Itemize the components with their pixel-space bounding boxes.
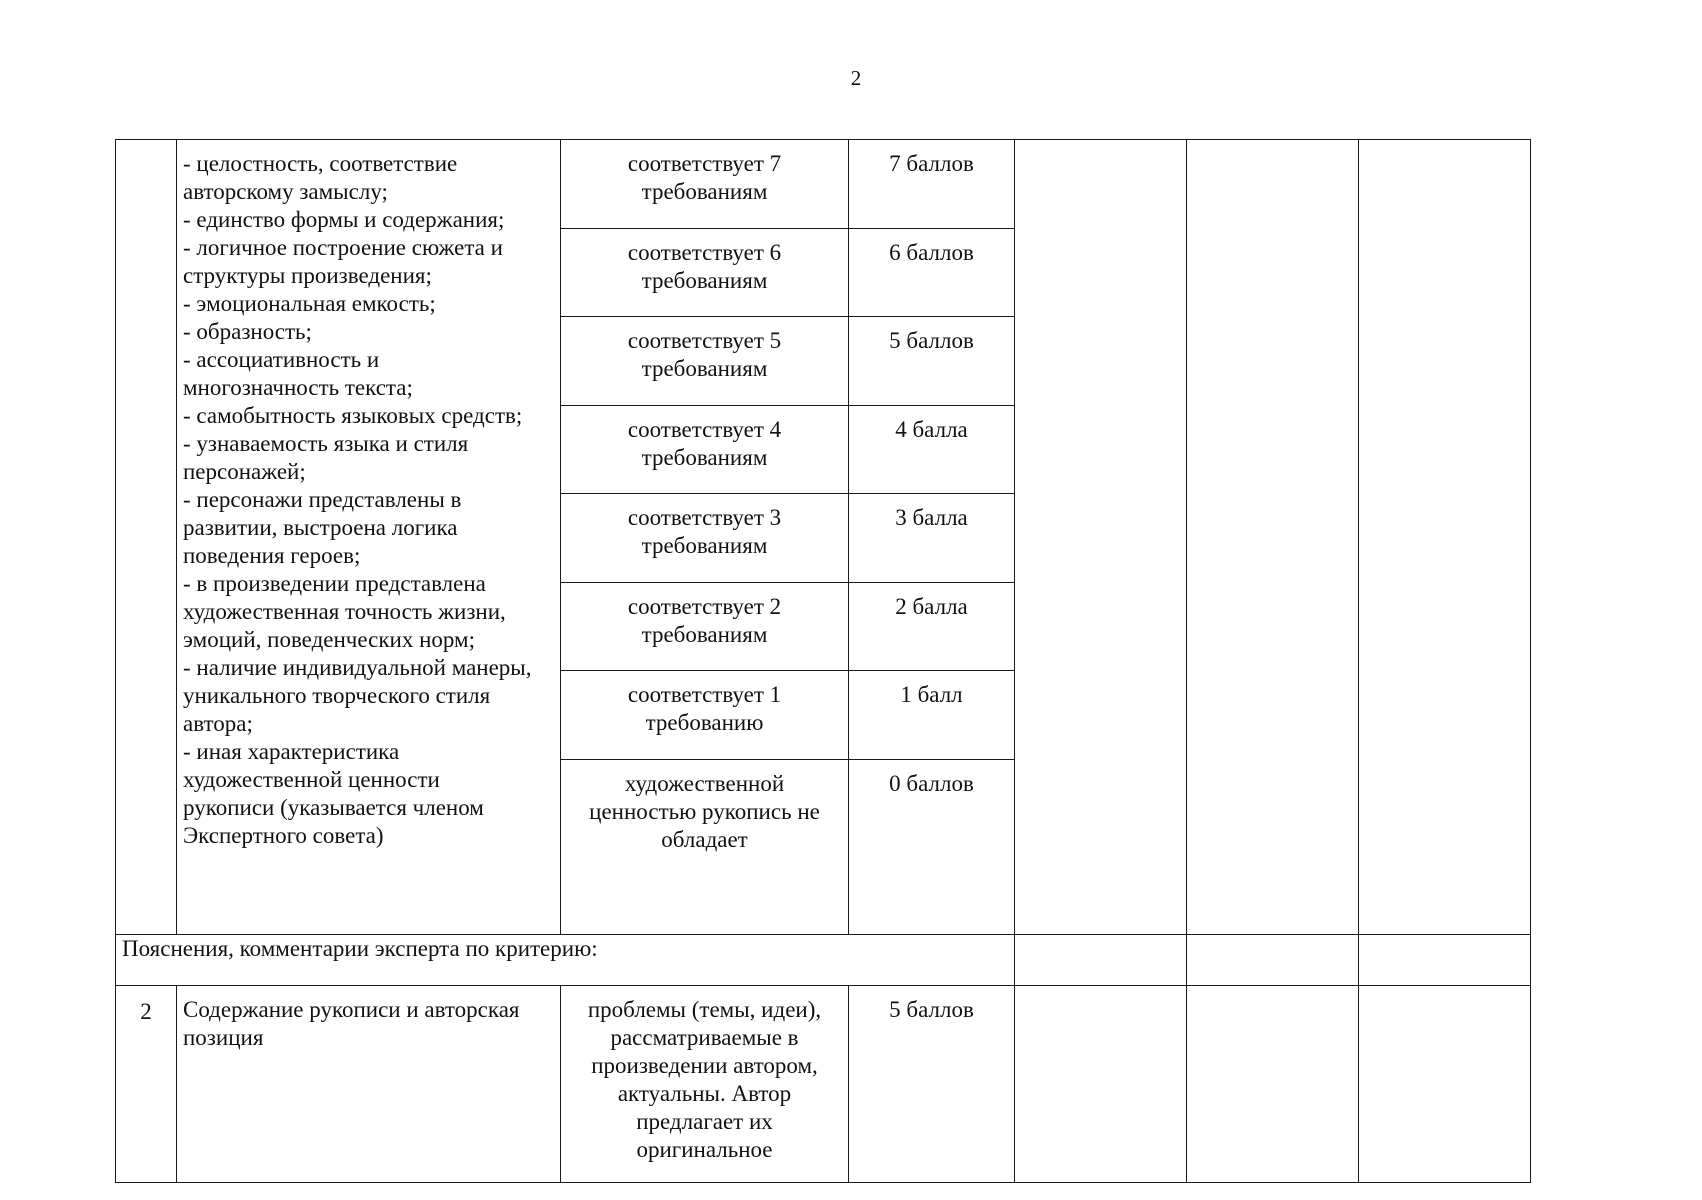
criterion-1-description-line: - самобытность языковых средств; bbox=[183, 403, 523, 428]
criterion-1-description-line: многозначность текста; bbox=[183, 375, 413, 400]
requirement-cell bbox=[561, 405, 849, 494]
requirement-line: соответствует 6 bbox=[627, 239, 782, 265]
requirement-line: соответствует 1 bbox=[627, 682, 782, 707]
comment-row bbox=[116, 934, 1531, 985]
criterion-1-description-line: уникального творческого стиля bbox=[183, 683, 491, 708]
score-cell: 5 баллов bbox=[849, 317, 1015, 406]
requirement-line: требованиям bbox=[641, 621, 768, 647]
criterion-2-requirement bbox=[561, 985, 849, 1182]
criterion-1-description-line: автора; bbox=[183, 711, 253, 736]
requirement-cell bbox=[561, 140, 849, 229]
requirement-cell bbox=[561, 317, 849, 406]
comment-label: Пояснения, комментарии эксперта по критерию: bbox=[116, 934, 1015, 985]
criterion-1-description-line: - логичное построение сюжета и bbox=[183, 235, 503, 260]
criterion-2-row bbox=[116, 985, 1531, 1182]
requirement-line: соответствует 3 bbox=[627, 505, 782, 530]
criterion-1-description-line: художественной ценности bbox=[183, 767, 440, 792]
criterion-1-description-line: - иная характеристика bbox=[183, 739, 400, 764]
requirement-cell bbox=[561, 494, 849, 583]
score-cell: 3 балла bbox=[849, 494, 1015, 583]
comment-cell-3 bbox=[1359, 934, 1531, 985]
requirement-line: ценностью рукопись не bbox=[589, 798, 820, 824]
page-number: 2 bbox=[850, 66, 862, 90]
criterion-2-requirement-line: проблемы (темы, идеи), bbox=[587, 996, 822, 1022]
requirement-line: требованию bbox=[645, 710, 764, 735]
score-cell: 0 баллов bbox=[849, 759, 1015, 934]
expert-score-cell-1 bbox=[1015, 140, 1187, 935]
expert-score-cell-3 bbox=[1359, 140, 1531, 935]
criterion-1-description-line: персонажей; bbox=[183, 459, 306, 484]
requirement-cell bbox=[561, 228, 849, 317]
criterion-1-description-line: развитии, выстроена логика bbox=[183, 515, 458, 540]
criterion-2-number: 2 bbox=[116, 985, 177, 1182]
criterion-1-description-line: - узнаваемость языка и стиля bbox=[183, 431, 469, 456]
score-cell: 4 балла bbox=[849, 405, 1015, 494]
requirement-line: обладает bbox=[661, 826, 748, 852]
criterion-2-expert-cell-3 bbox=[1359, 985, 1531, 1182]
criterion-1-score-row bbox=[116, 140, 1531, 229]
criterion-2-title-line: позиция bbox=[183, 1024, 264, 1050]
score-cell: 6 баллов bbox=[849, 228, 1015, 317]
requirement-line: требованиям bbox=[641, 179, 768, 204]
criterion-2-title bbox=[177, 985, 561, 1182]
requirement-line: требованиям bbox=[641, 267, 768, 293]
criterion-1-number bbox=[116, 140, 177, 935]
criterion-2-requirement-line: предлагает их bbox=[636, 1108, 773, 1134]
criterion-1-description-line: - эмоциональная емкость; bbox=[183, 291, 436, 316]
comment-cell-1 bbox=[1015, 934, 1187, 985]
score-cell: 2 балла bbox=[849, 582, 1015, 671]
criterion-1-description-line: рукописи (указывается членом bbox=[183, 795, 484, 820]
criterion-1-description-line: авторскому замыслу; bbox=[183, 179, 388, 204]
requirement-line: соответствует 5 bbox=[627, 328, 782, 353]
requirement-cell bbox=[561, 759, 849, 934]
criterion-2-title-line: Содержание рукописи и авторская bbox=[183, 996, 520, 1022]
criterion-1-description bbox=[177, 140, 561, 935]
criterion-1-description-line: Экспертного совета) bbox=[183, 823, 384, 848]
requirement-line: требованиям bbox=[641, 533, 768, 558]
criterion-1-description-line: - персонажи представлены в bbox=[183, 487, 462, 512]
criterion-2-requirement-line: рассматриваемые в bbox=[610, 1024, 799, 1050]
criterion-1-description-line: - в произведении представлена bbox=[183, 571, 486, 596]
criterion-2-score: 5 баллов bbox=[849, 985, 1015, 1182]
criterion-1-description-line: - целостность, соответствие bbox=[183, 151, 458, 176]
criteria-table bbox=[115, 139, 1531, 1183]
criterion-2-requirement-line: оригинальное bbox=[636, 1136, 773, 1162]
comment-cell-2 bbox=[1187, 934, 1359, 985]
criterion-1-description-line: поведения героев; bbox=[183, 543, 361, 568]
criterion-1-description-line: эмоций, поведенческих норм; bbox=[183, 627, 476, 652]
criterion-1-description-line: - наличие индивидуальной манеры, bbox=[183, 655, 532, 680]
criterion-1-description-line: художественная точность жизни, bbox=[183, 599, 506, 624]
requirement-line: соответствует 2 bbox=[627, 593, 782, 619]
requirement-line: соответствует 4 bbox=[627, 416, 782, 442]
criterion-1-description-line: - ассоциативность и bbox=[183, 347, 380, 372]
requirement-cell bbox=[561, 671, 849, 760]
criterion-1-description-line: - образность; bbox=[183, 319, 312, 344]
requirement-line: требованиям bbox=[641, 356, 768, 381]
criterion-2-requirement-line: актуальны. Автор bbox=[617, 1080, 792, 1106]
criterion-1-description-line: структуры произведения; bbox=[183, 263, 432, 288]
requirement-line: требованиям bbox=[641, 444, 768, 470]
score-cell: 1 балл bbox=[849, 671, 1015, 760]
requirement-cell bbox=[561, 582, 849, 671]
criterion-2-expert-cell-2 bbox=[1187, 985, 1359, 1182]
criterion-1-description-line: - единство формы и содержания; bbox=[183, 207, 505, 232]
requirement-line: художественной bbox=[624, 770, 785, 796]
criterion-2-expert-cell-1 bbox=[1015, 985, 1187, 1182]
criterion-2-requirement-line: произведении автором, bbox=[591, 1052, 818, 1078]
expert-score-cell-2 bbox=[1187, 140, 1359, 935]
requirement-line: соответствует 7 bbox=[627, 151, 782, 176]
score-cell: 7 баллов bbox=[849, 140, 1015, 229]
